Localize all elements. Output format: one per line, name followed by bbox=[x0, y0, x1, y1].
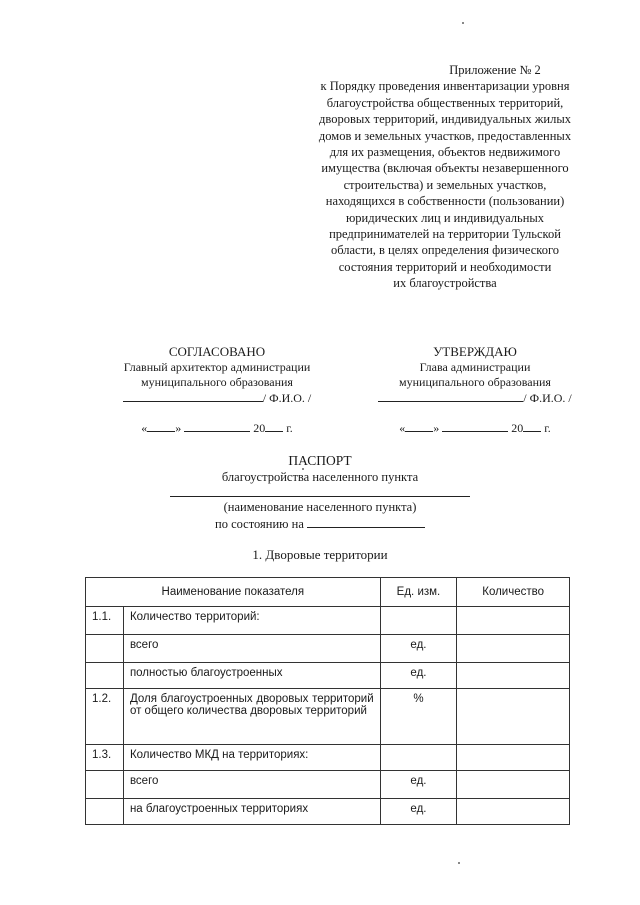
section-title: 1. Дворовые территории bbox=[252, 547, 388, 562]
appendix-line: находящихся в собственности (пользовании) bbox=[325, 194, 565, 209]
row-quantity bbox=[457, 771, 570, 799]
row-quantity bbox=[457, 689, 570, 745]
signature-line bbox=[340, 390, 610, 406]
row-name: всего bbox=[123, 635, 380, 663]
appendix-line: предпринимателей на территории Тульской bbox=[329, 227, 561, 242]
approval-agreed-block bbox=[82, 344, 352, 436]
passport-title: ПАСПОРТ bbox=[288, 453, 352, 468]
row-name: на благоустроенных территориях bbox=[123, 799, 380, 825]
as-of-date-blank bbox=[307, 516, 425, 528]
day-blank bbox=[405, 420, 433, 432]
approval-position: муниципального образования bbox=[399, 375, 551, 389]
appendix-line: их благоустройства bbox=[393, 276, 497, 291]
row-unit: ед. bbox=[380, 663, 457, 689]
signature-suffix: / Ф.И.О. / bbox=[262, 391, 312, 405]
appendix-line: юридических лиц и индивидуальных bbox=[345, 210, 545, 225]
indicators-table bbox=[85, 577, 570, 825]
row-name: полностью благоустроенных bbox=[123, 663, 380, 689]
row-unit: ед. bbox=[380, 771, 457, 799]
row-unit bbox=[380, 607, 457, 635]
row-number bbox=[86, 771, 124, 799]
row-quantity bbox=[457, 607, 570, 635]
date-line bbox=[340, 420, 610, 436]
year-blank bbox=[265, 420, 283, 432]
table-row bbox=[86, 635, 570, 663]
row-quantity bbox=[457, 663, 570, 689]
year-prefix: 20 bbox=[253, 421, 266, 435]
row-number: 1.3. bbox=[86, 745, 124, 771]
table-header-row bbox=[86, 578, 570, 607]
settlement-name-blank bbox=[170, 496, 470, 497]
approval-heading: СОГЛАСОВАНО bbox=[168, 344, 266, 359]
row-number bbox=[86, 635, 124, 663]
row-unit: ед. bbox=[380, 799, 457, 825]
scan-speck bbox=[462, 22, 464, 24]
year-suffix: г. bbox=[286, 421, 293, 435]
row-name: всего bbox=[123, 771, 380, 799]
row-unit bbox=[380, 745, 457, 771]
approval-approved-block bbox=[340, 344, 610, 436]
appendix-line: имущества (включая объекты незавершенного bbox=[321, 161, 569, 176]
appendix-line: состояния территорий и необходимости bbox=[338, 259, 552, 274]
row-unit: ед. bbox=[380, 635, 457, 663]
month-blank bbox=[184, 420, 250, 432]
approval-heading: УТВЕРЖДАЮ bbox=[433, 344, 517, 359]
header-quantity: Количество bbox=[457, 578, 570, 607]
appendix-line: строительства) и земельных участков, bbox=[343, 177, 547, 192]
appendix-line: домов и земельных участков, предоставленных bbox=[318, 128, 572, 143]
row-number bbox=[86, 663, 124, 689]
signature-suffix: / Ф.И.О. / bbox=[523, 391, 572, 405]
signature-line bbox=[82, 390, 352, 406]
table-row bbox=[86, 771, 570, 799]
row-quantity bbox=[457, 799, 570, 825]
appendix-line: благоустройства общественных территорий, bbox=[326, 95, 564, 110]
table-row bbox=[86, 799, 570, 825]
row-name: Количество территорий: bbox=[123, 607, 380, 635]
approval-position: муниципального образования bbox=[141, 375, 293, 389]
appendix-block bbox=[290, 62, 600, 292]
row-unit: % bbox=[380, 689, 457, 745]
row-quantity bbox=[457, 635, 570, 663]
header-indicator: Наименование показателя bbox=[86, 578, 381, 607]
scan-speck bbox=[302, 468, 304, 470]
table-row bbox=[86, 689, 570, 745]
appendix-line: области, в целях определения физического bbox=[330, 243, 560, 258]
row-name: Доля благоустроенных дворовых территорий от общего количества дворовых территорий bbox=[123, 689, 380, 745]
table-row bbox=[86, 607, 570, 635]
year-suffix: г. bbox=[544, 421, 551, 435]
row-number bbox=[86, 799, 124, 825]
row-name: Количество МКД на территориях: bbox=[123, 745, 380, 771]
approval-position: Главный архитектор администрации bbox=[123, 360, 311, 374]
signature-blank bbox=[378, 390, 523, 402]
as-of-line bbox=[120, 516, 520, 533]
table-row bbox=[86, 663, 570, 689]
year-prefix: 20 bbox=[511, 421, 524, 435]
passport-subtitle: благоустройства населенного пункта bbox=[221, 470, 419, 484]
passport-block bbox=[120, 452, 520, 533]
as-of-label: по состоянию на bbox=[215, 517, 304, 531]
signature-blank bbox=[123, 390, 263, 402]
row-number: 1.1. bbox=[86, 607, 124, 635]
table-row bbox=[86, 745, 570, 771]
month-blank bbox=[442, 420, 508, 432]
approval-position: Глава администрации bbox=[419, 360, 531, 374]
day-blank bbox=[147, 420, 175, 432]
quote-open: « bbox=[399, 421, 406, 435]
quote-close: » bbox=[433, 421, 440, 435]
appendix-line: дворовых территорий, индивидуальных жилых bbox=[319, 112, 571, 127]
scan-speck bbox=[458, 862, 460, 864]
settlement-name-caption: (наименование населенного пункта) bbox=[223, 500, 417, 514]
appendix-line: для их размещения, объектов недвижимого bbox=[329, 145, 561, 160]
quote-close: » bbox=[175, 421, 182, 435]
year-blank bbox=[523, 420, 541, 432]
quote-open: « bbox=[141, 421, 148, 435]
row-number: 1.2. bbox=[86, 689, 124, 745]
appendix-line: Приложение № 2 bbox=[449, 63, 541, 77]
appendix-line: к Порядку проведения инвентаризации уровня bbox=[320, 79, 570, 94]
header-unit: Ед. изм. bbox=[380, 578, 457, 607]
row-quantity bbox=[457, 745, 570, 771]
date-line bbox=[82, 420, 352, 436]
